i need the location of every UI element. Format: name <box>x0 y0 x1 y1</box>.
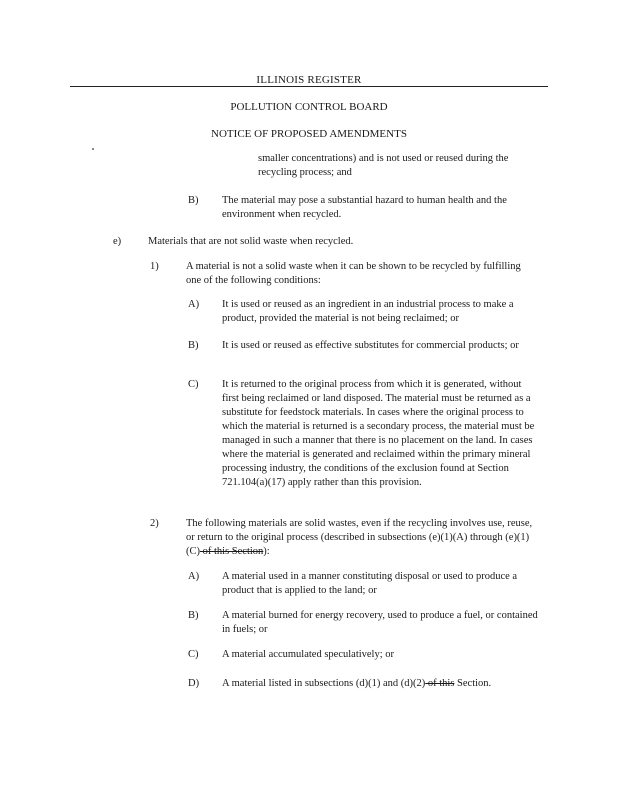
section-e-label: e) <box>113 236 122 247</box>
register-title: ILLINOIS REGISTER <box>256 74 362 86</box>
item-1a-label: A) <box>188 299 200 310</box>
notice-title: NOTICE OF PROPOSED AMENDMENTS <box>211 128 407 140</box>
section-e-text: Materials that are not solid waste when recycled. <box>148 236 354 247</box>
item-1c-text: It is returned to the original process from which it is generated, without first being reclaimed or land disposed. The material must be returned as a substitute for feedstock materials. In cases where the original process to which the material is returned is a secondary process, the material must be managed in such a manner that there is no placement on the land. In cases where the material is generated and reclaimed within the primary mineral processing industry, the conditions of the exclusion found at Section 721.104(a)(17) apply rather than this provision. <box>222 379 535 488</box>
item-1-label: 1) <box>150 261 159 272</box>
item-2d-text-end: Section. <box>454 678 492 689</box>
item-b-text: The material may pose a substantial hazard to human health and the environment when recycled. <box>222 195 507 220</box>
continued-text: smaller concentrations) and is not used or reused during the recycling process; and <box>258 153 509 178</box>
item-2d-label: D) <box>188 678 200 689</box>
item-2-text-end: ): <box>263 546 270 557</box>
item-b-label: B) <box>188 195 199 206</box>
item-2a-text: A material used in a manner constituting disposal or used to produce a product that is applied to the land; or <box>222 571 518 596</box>
item-1b-text: It is used or reused as effective substitutes for commercial products; or <box>222 340 519 351</box>
item-2b-text: A material burned for energy recovery, used to produce a fuel, or contained in fuels; or <box>222 610 538 635</box>
scan-speck <box>92 148 94 150</box>
item-1-text: A material is not a solid waste when it can be shown to be recycled by fulfilling one of the following conditions: <box>186 261 521 286</box>
item-2d-text-start: A material listed in subsections (d)(1) and (d)(2) <box>222 678 426 689</box>
item-2c-label: C) <box>188 649 199 660</box>
item-2-struck-text: of this Section <box>200 546 264 557</box>
item-2-text <box>186 517 534 559</box>
item-1c-label: C) <box>188 379 199 390</box>
item-2c-text: A material accumulated speculatively; or <box>222 649 395 660</box>
item-1a-text: It is used or reused as an ingredient in an industrial process to make a product, provided the material is not being reclaimed; or <box>222 299 514 324</box>
item-2-label: 2) <box>150 518 159 529</box>
item-2a-label: A) <box>188 571 200 582</box>
board-title: POLLUTION CONTROL BOARD <box>230 101 388 113</box>
item-2d-text <box>222 677 540 691</box>
item-2d-struck-text: of this <box>425 678 455 689</box>
item-2b-label: B) <box>188 610 199 621</box>
item-2-text-start: The following materials are solid wastes, even if the recycling involves use, reuse, or return to the original process (described in subsections (e)(1)(A) through (e)(1)(C) <box>186 518 533 557</box>
item-1b-label: B) <box>188 340 199 351</box>
